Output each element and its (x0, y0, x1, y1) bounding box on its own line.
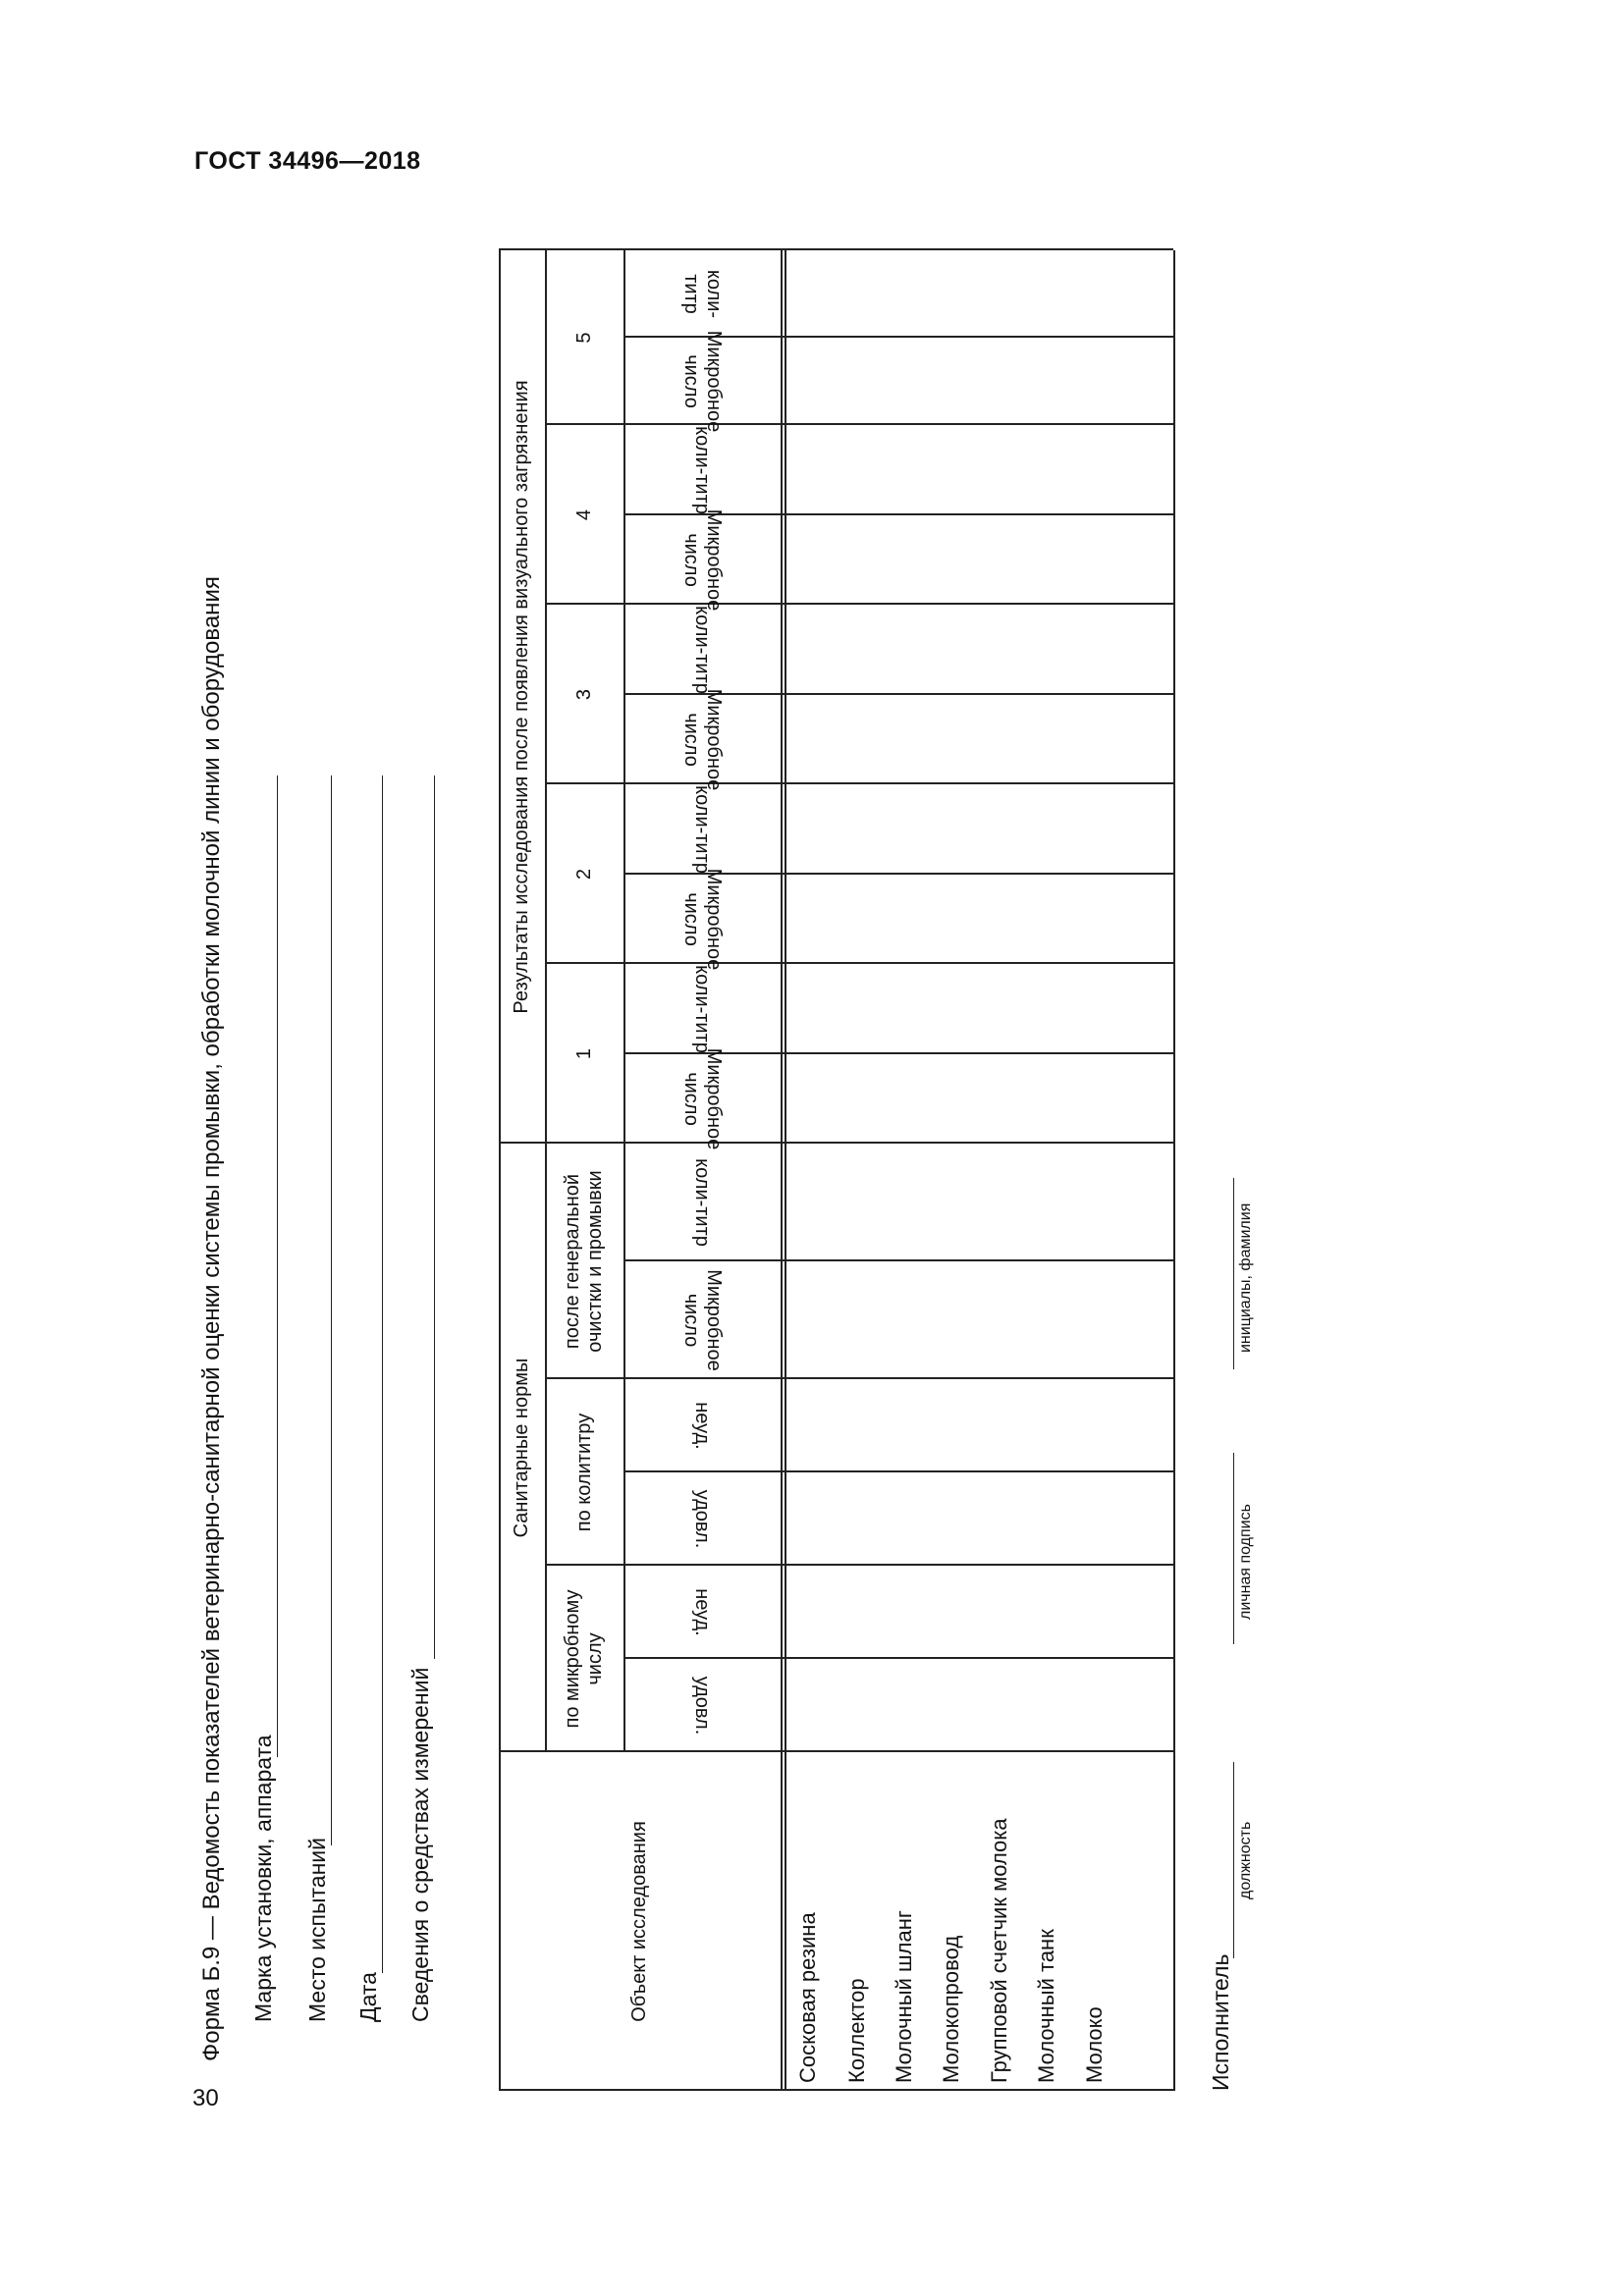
result-4-microbe: Микробное число (680, 508, 725, 612)
result-5-koli: коли-титр (680, 269, 725, 319)
result-1-koli: коли-титр (691, 965, 714, 1053)
rotated-form (187, 226, 1267, 2091)
result-3-microbe: Микробное число (680, 688, 725, 791)
result-2-koli: коли-титр (691, 785, 714, 874)
row-label: Молоко (1082, 2006, 1107, 2083)
row-label: Сосковая резина (795, 1912, 820, 2083)
document-header: ГОСТ 34496—2018 (194, 147, 421, 175)
result-5-microbe: Микробное число (680, 330, 725, 433)
sub-microbe-header: по микробному числу (562, 1589, 606, 1729)
signature-position-line[interactable] (1233, 1762, 1234, 1958)
result-4-koli: коли-титр (691, 426, 714, 514)
row-label: Молочный танк (1034, 1929, 1058, 2083)
field-instruments-label: Сведения о средствах измерений (407, 1667, 433, 2022)
page-number: 30 (192, 2085, 219, 2111)
neud-koli: неуд. (691, 1402, 714, 1450)
result-1-number: 1 (572, 1047, 595, 1060)
result-1-microbe: Микробное число (680, 1047, 725, 1150)
signature-label: Исполнитель (1208, 1953, 1233, 2091)
signature-sign-caption: личная подпись (1237, 1504, 1254, 1620)
form-caption: Форма Б.9 — Ведомость показателей ветеринарно-санитарной оценки системы промывки, обработки молочной линии и оборудования (198, 576, 225, 2061)
udovl-koli: удовл. (691, 1489, 714, 1549)
row-label: Коллектор (844, 1978, 869, 2083)
group-sanitary-header: Санитарные нормы (511, 1358, 532, 1538)
sub-general-header: после генеральной очистки и промывки (562, 1170, 606, 1353)
result-4-number: 4 (572, 508, 595, 521)
row-label: Молочный шланг (892, 1910, 916, 2083)
result-5-number: 5 (572, 332, 595, 344)
col-object-header: Объект исследования (628, 1821, 650, 2022)
field-brand-label: Марка установки, аппарата (250, 1735, 276, 2022)
koli-general: коли-титр (691, 1158, 714, 1247)
signature-sign-line[interactable] (1233, 1453, 1234, 1644)
signature-name-line[interactable] (1233, 1178, 1234, 1369)
udovl-microbe: удовл. (691, 1676, 714, 1735)
field-date-label: Дата (355, 1972, 381, 2022)
results-table (187, 226, 1267, 2091)
result-2-number: 2 (572, 868, 595, 881)
signature-name-caption: инициалы, фамилия (1237, 1202, 1254, 1353)
result-2-microbe: Микробное число (680, 868, 725, 971)
sub-koli-header: по колититру (572, 1413, 595, 1532)
microbe-general: Микробное число (680, 1269, 725, 1371)
result-3-koli: коли-титр (691, 606, 714, 694)
field-place-label: Место испытаний (304, 1838, 330, 2022)
row-label: Групповой счетчик молока (987, 1818, 1011, 2083)
group-results-header: Результаты исследования после появления визуального загрязнения (511, 380, 532, 1014)
signature-position-caption: должность (1237, 1821, 1254, 1899)
result-3-number: 3 (572, 688, 595, 701)
neud-microbe: неуд. (691, 1588, 714, 1636)
row-label: Молокопровод (939, 1935, 963, 2083)
